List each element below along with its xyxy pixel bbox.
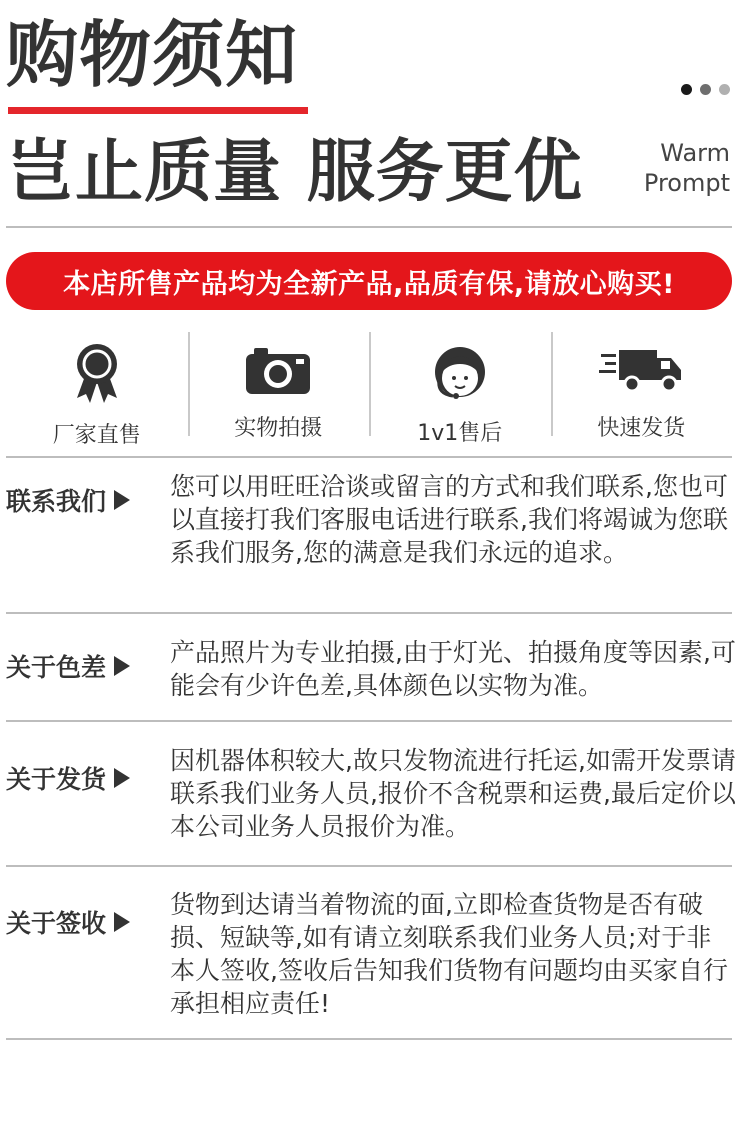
section-heading xyxy=(6,482,130,518)
section-heading-text: 关于色差 xyxy=(6,653,107,682)
feature-after-sales xyxy=(369,330,551,446)
section-heading-text: 联系我们 xyxy=(6,487,107,516)
dot-3 xyxy=(719,84,730,95)
feature-label: 1v1售后 xyxy=(417,421,503,446)
play-arrow-icon xyxy=(114,912,130,932)
section-heading-text: 关于签收 xyxy=(6,909,107,938)
section-heading xyxy=(6,648,130,684)
headline: 岂止质量 服务更优 xyxy=(6,133,583,212)
section-heading-text: 关于发货 xyxy=(6,765,107,794)
section-heading xyxy=(6,904,130,940)
warm-prompt-line1: Warm xyxy=(660,139,730,167)
play-arrow-icon xyxy=(114,656,130,676)
section-body: 货物到达请当着物流的面,立即检查货物是否有破损、短缺等,如有请立刻联系我们业务人员;对于非本人签收,签收后告知我们货物有问题均由买家自行承担相应责任! xyxy=(170,890,728,1018)
promise-banner: 本店所售产品均为全新产品,品质有保,请放心购买! xyxy=(6,252,732,310)
title-underline xyxy=(8,107,308,114)
divider xyxy=(6,612,732,614)
section-body: 因机器体积较大,故只发物流进行托运,如需开发票请联系我们业务人员,报价不含税票和运费,最后定价以本公司业务人员报价为准。 xyxy=(170,746,736,841)
page-title: 购物须知 xyxy=(6,13,299,97)
divider xyxy=(6,720,732,722)
feature-label: 厂家直售 xyxy=(52,423,141,448)
warm-prompt xyxy=(644,138,730,198)
feature-fast-shipping xyxy=(551,330,733,442)
feature-real-photo xyxy=(188,330,370,442)
warm-prompt-line2: Prompt xyxy=(643,169,730,197)
divider xyxy=(6,456,732,458)
divider xyxy=(6,226,732,228)
dot-1 xyxy=(681,84,692,95)
section-body: 您可以用旺旺洽谈或留言的方式和我们联系,您也可以直接打我们客服电话进行联系,我们将竭诚为您联系我们服务,您的满意是我们永远的追求。 xyxy=(170,472,728,567)
feature-factory-direct xyxy=(6,330,188,448)
dot-2 xyxy=(700,84,711,95)
divider xyxy=(6,865,732,867)
feature-label: 快速发货 xyxy=(597,416,686,441)
delivery-truck-icon xyxy=(599,342,683,397)
divider xyxy=(6,1038,732,1040)
feature-row xyxy=(6,330,732,448)
section-body: 产品照片为专业拍摄,由于灯光、拍摄角度等因素,可能会有少许色差,具体颜色以实物为准。 xyxy=(170,638,736,700)
customer-service-icon xyxy=(431,342,489,402)
feature-label: 实物拍摄 xyxy=(234,416,323,441)
play-arrow-icon xyxy=(114,490,130,510)
section-heading xyxy=(6,760,130,796)
camera-icon xyxy=(244,342,312,397)
award-ribbon-icon xyxy=(73,342,121,404)
pagination-dots xyxy=(681,84,730,95)
play-arrow-icon xyxy=(114,768,130,788)
